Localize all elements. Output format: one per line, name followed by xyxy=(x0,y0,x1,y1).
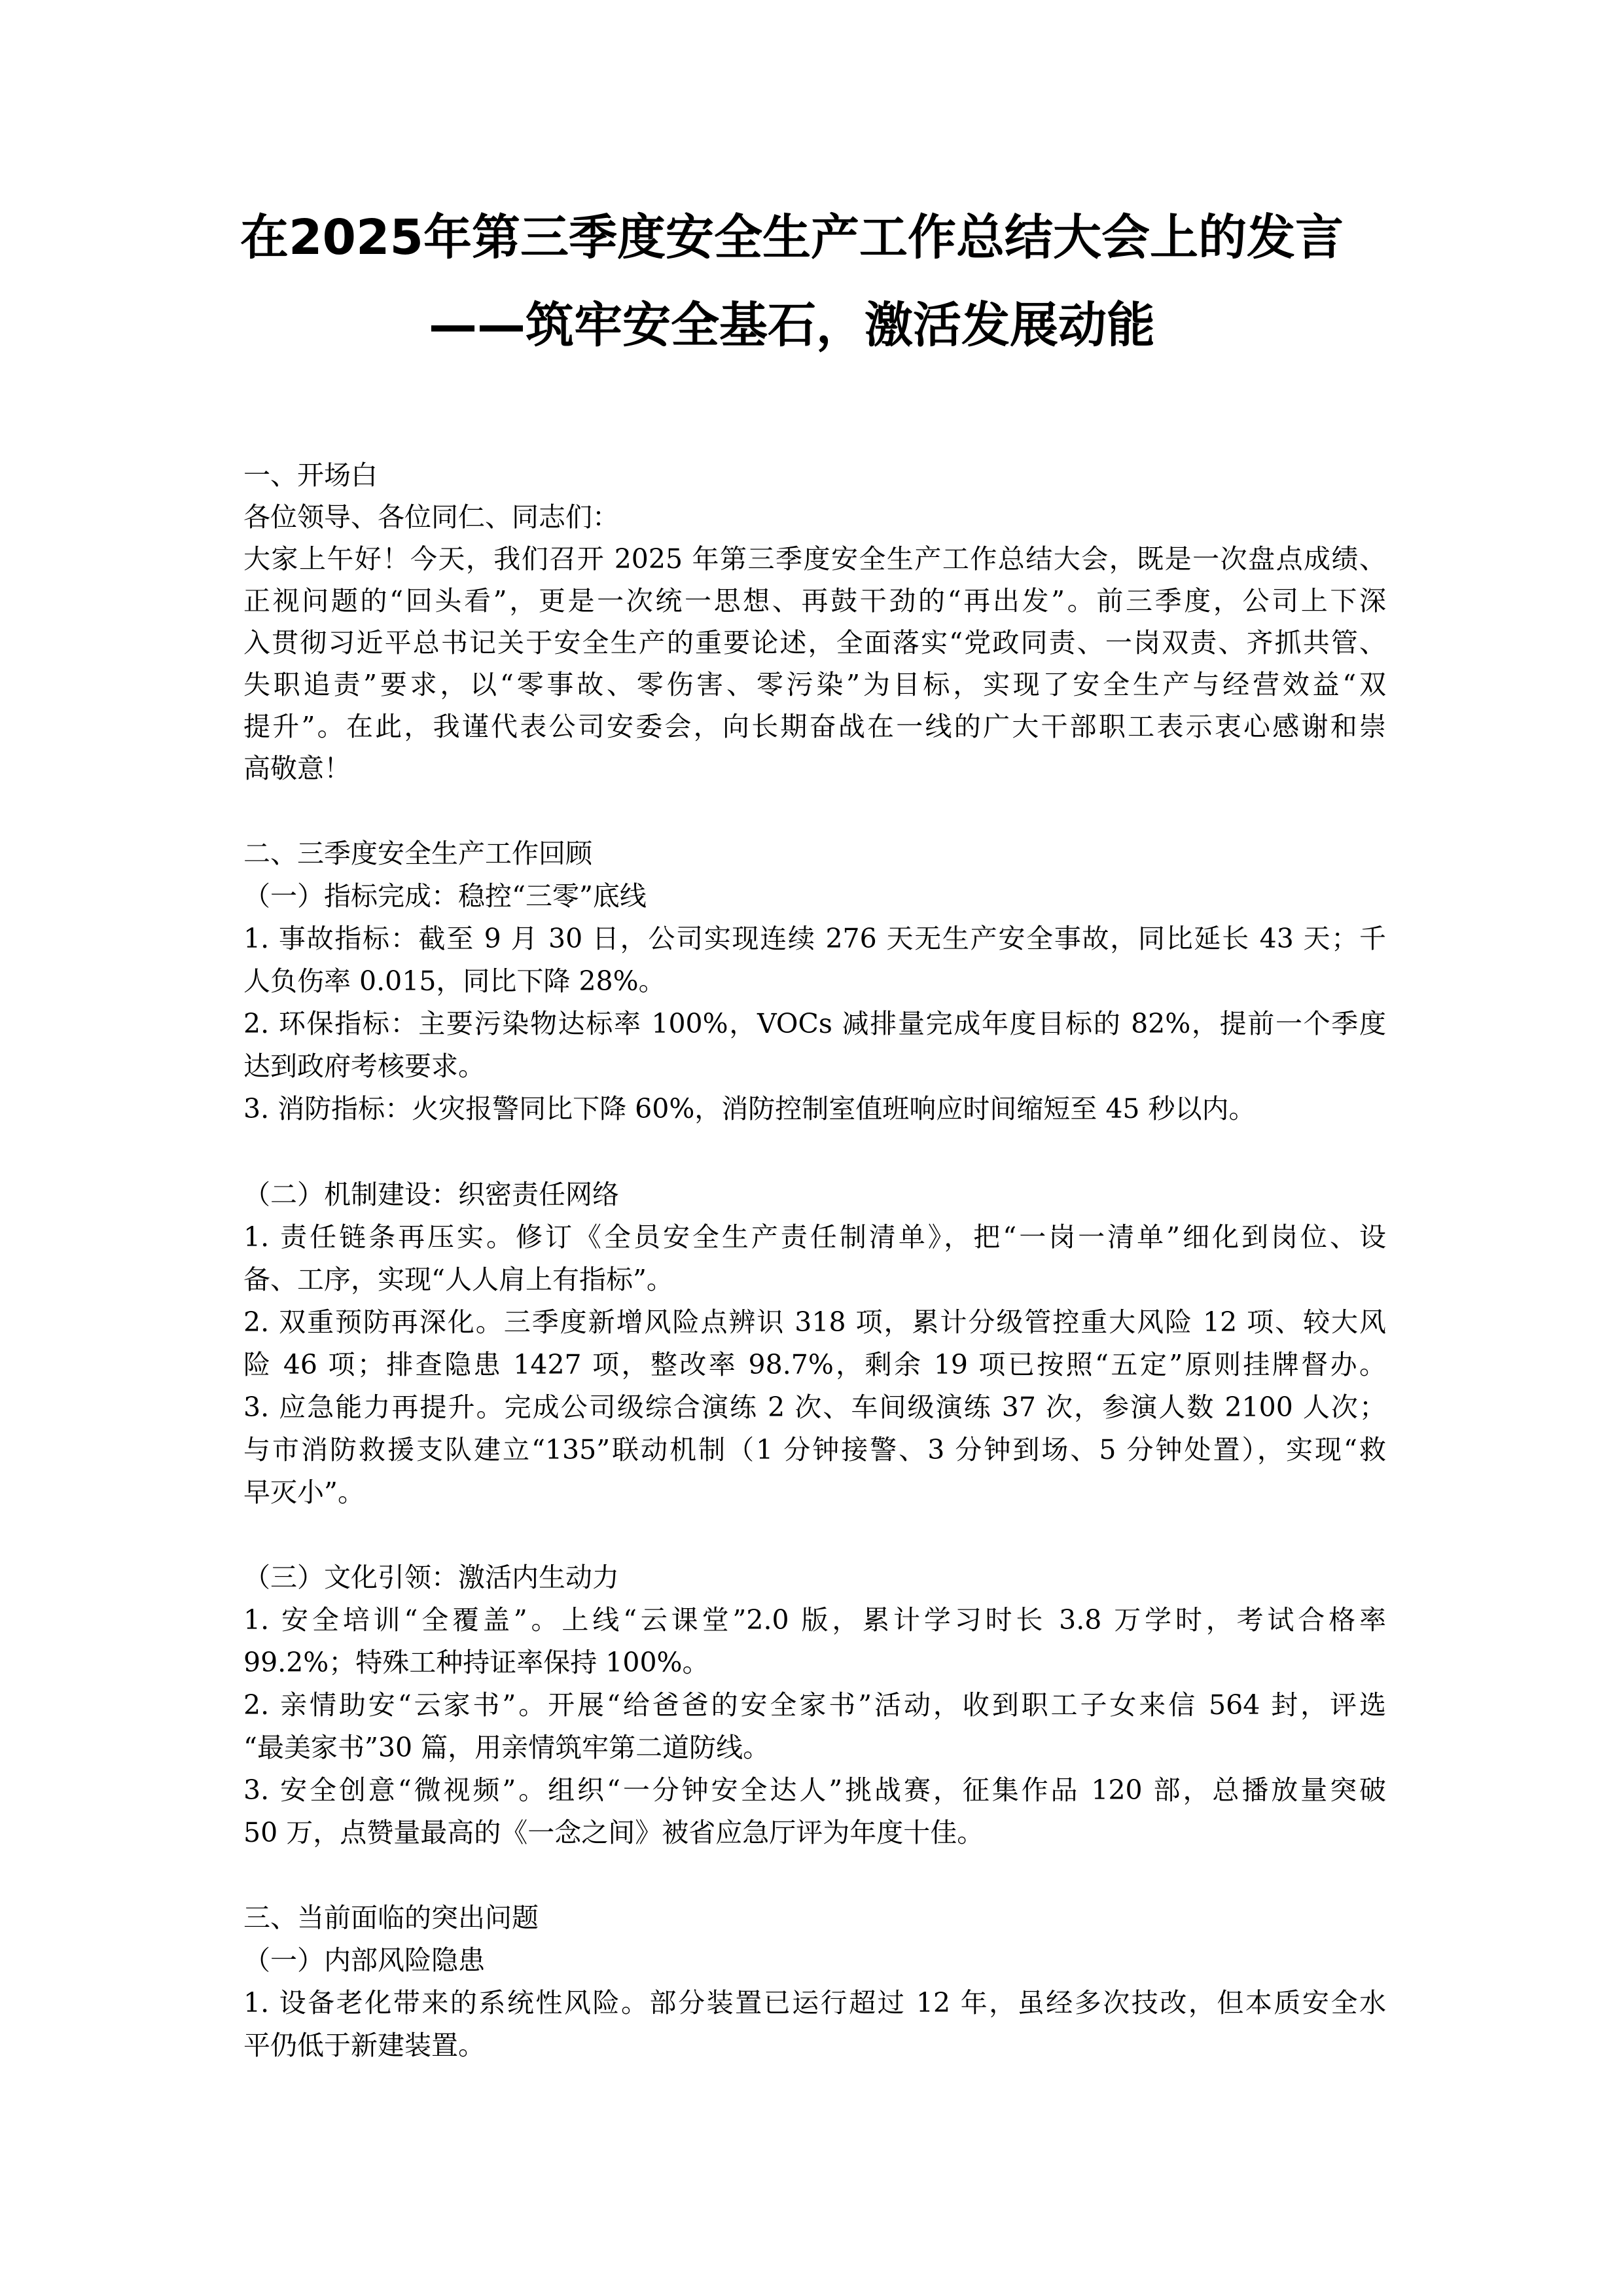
section-heading-review: 二、三季度安全生产工作回顾 xyxy=(243,838,592,869)
document-title: 在2025年第三季度安全生产工作总结大会上的发言 xyxy=(240,209,1344,266)
subsection-heading: （一）内部风险隐患 xyxy=(243,1945,485,1976)
list-item-continuation: “最美家书”30 篇，用亲情筑牢第二道防线。 xyxy=(243,1732,770,1763)
list-item: 2. 环保指标：主要污染物达标率 100%，VOCs 减排量完成年度目标的 82%，提前一个季度 xyxy=(243,1008,1386,1039)
list-item-continuation: 99.2%；特殊工种持证率保持 100%。 xyxy=(243,1647,709,1678)
list-item-continuation: 早灭小”。 xyxy=(243,1477,365,1508)
list-item-continuation: 与市消防救援支队建立“135”联动机制（1 分钟接警、3 分钟到场、5 分钟处置），实现“救 xyxy=(243,1434,1386,1465)
body-line: 失职追责”要求，以“零事故、零伤害、零污染”为目标，实现了安全生产与经营效益“双 xyxy=(243,669,1386,700)
list-item: 1. 责任链条再压实。修订《全员安全生产责任制清单》，把“一岗一清单”细化到岗位、设 xyxy=(243,1221,1386,1253)
subsection-heading: （一）指标完成：稳控“三零”底线 xyxy=(243,880,647,912)
list-item-continuation: 备、工序，实现“人人肩上有指标”。 xyxy=(243,1264,673,1295)
list-item-continuation: 达到政府考核要求。 xyxy=(243,1050,485,1082)
list-item-continuation: 平仍低于新建装置。 xyxy=(243,2030,485,2061)
document-subtitle: ——筑牢安全基石，激活发展动能 xyxy=(429,297,1155,353)
body-line: 高敬意！ xyxy=(243,753,351,784)
subsection-heading: （三）文化引领：激活内生动力 xyxy=(243,1562,619,1593)
body-line: 入贯彻习近平总书记关于安全生产的重要论述，全面落实“党政同责、一岗双责、齐抓共管、 xyxy=(243,627,1386,658)
body-line: 大家上午好！今天，我们召开 2025 年第三季度安全生产工作总结大会，既是一次盘点成绩、 xyxy=(243,543,1386,575)
subsection-heading: （二）机制建设：织密责任网络 xyxy=(243,1179,619,1210)
salutation: 各位领导、各位同仁、同志们： xyxy=(243,501,619,533)
list-item-continuation: 人负伤率 0.015，同比下降 28%。 xyxy=(243,965,666,997)
body-line: 提升”。在此，我谨代表公司安委会，向长期奋战在一线的广大干部职工表示衷心感谢和崇 xyxy=(243,711,1386,742)
list-item: 2. 亲情助安“云家书”。开展“给爸爸的安全家书”活动，收到职工子女来信 564 封，评选 xyxy=(243,1689,1386,1721)
list-item-continuation: 50 万，点赞量最高的《一念之间》被省应急厅评为年度十佳。 xyxy=(243,1817,984,1848)
section-heading-opening: 一、开场白 xyxy=(243,459,378,491)
list-item: 1. 设备老化带来的系统性风险。部分装置已运行超过 12 年，虽经多次技改，但本质安全水 xyxy=(243,1987,1386,2018)
body-line: 正视问题的“回头看”，更是一次统一思想、再鼓干劲的“再出发”。前三季度，公司上下深 xyxy=(243,585,1386,617)
list-item: 1. 安全培训“全覆盖”。上线“云课堂”2.0 版，累计学习时长 3.8 万学时，考试合格率 xyxy=(243,1604,1386,1636)
list-item: 3. 安全创意“微视频”。组织“一分钟安全达人”挑战赛，征集作品 120 部，总播放量突破 xyxy=(243,1774,1386,1806)
section-heading-issues: 三、当前面临的突出问题 xyxy=(243,1902,539,1933)
list-item-continuation: 险 46 项；排查隐患 1427 项，整改率 98.7%，剩余 19 项已按照“五定”原则挂牌督办。 xyxy=(243,1349,1386,1380)
list-item: 3. 消防指标：火灾报警同比下降 60%，消防控制室值班响应时间缩短至 45 秒以内。 xyxy=(243,1093,1256,1124)
list-item: 1. 事故指标：截至 9 月 30 日，公司实现连续 276 天无生产安全事故，同比延长 43 天；千 xyxy=(243,923,1386,954)
list-item: 3. 应急能力再提升。完成公司级综合演练 2 次、车间级演练 37 次，参演人数 2100 人次； xyxy=(243,1391,1386,1423)
list-item: 2. 双重预防再深化。三季度新增风险点辨识 318 项，累计分级管控重大风险 12 项、较大风 xyxy=(243,1306,1386,1338)
